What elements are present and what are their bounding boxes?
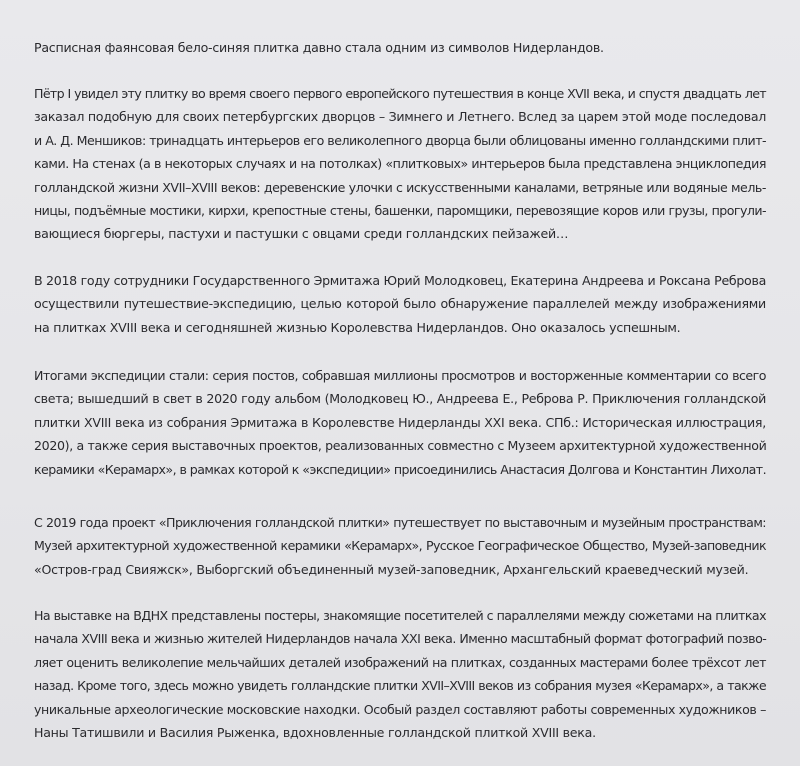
text-line: ницы, подъёмные мостики, кирхи, крепостные стены, башенки, паромщики, перевозящие коров или грузы, прогули- [34,203,766,219]
text-line: плитки XVIII века из собрания Эрмитажа в Королевстве Нидерланды XXI века. СПб.: Историческая иллюстрация, [34,414,766,430]
text-line: назад. Кроме того, здесь можно увидеть голландские плитки XVII–XVIII веков из собрания музея «Керамарх», а также [34,678,766,694]
text-line: Расписная фаянсовая бело-синяя плитка давно стала одним из символов Нидерландов. [34,40,604,55]
text-line: Наны Татишвили и Василия Рыженка, вдохновленные голландской плиткой XVIII века. [34,725,596,741]
text-line: Пётр I увидел эту плитку во время своего первого европейского путешествия в конце XVII века, и спустя двадцать лет [34,86,766,101]
text-line: На выставке на ВДНХ представлены постеры, знакомящие посетителей с параллелями между сюжетами на плитках [34,608,766,623]
text-line: заказал подобную для своих петербургских дворцов – Зимнего и Летнего. Вслед за царем этой моде последовал [34,109,766,125]
paragraph-results [34,364,766,481]
text-line: В 2018 году сотрудники Государственного Эрмитажа Юрий Молодковец, Екатерина Андреева и Роксана Реброва [34,273,766,288]
text-line: С 2019 года проект «Приключения голландской плитки» путешествует по выставочным и музейным пространствам: [34,515,766,530]
text-line: на плитках XVIII века и сегодняшней жизнью Королевства Нидерландов. Оно оказалось успешным. [34,319,681,335]
text-line: осуществили путешествие-экспедицию, целью которой было обнаружение параллелей между изображениями [34,296,766,312]
text-line: голландской жизни XVII–XVIII веков: деревенские улочки с искусственными каналами, ветряные или водяные мель- [34,179,766,195]
text-line: Музей архитектурной художественной керамики «Керамарх», Русское Географическое Общество, Музей-заповедник [34,538,766,554]
paragraph-vdnh [34,604,766,744]
text-line: вающиеся бюргеры, пастухи и пастушки с овцами среди голландских пейзажей… [34,226,569,242]
text-line: 2020), а также серия выставочных проектов, реализованных совместно с Музеем архитектурной художественной [34,438,767,454]
text-line: керамики «Керамарх», в рамках которой к «экспедиции» присоединились Анастасия Долгова и Константин Лихолат. [34,461,767,477]
text-line: и А. Д. Меншиков: тринадцать интерьеров его великолепного дворца были облицованы именно голландскими плит- [34,132,767,148]
text-line: Итогами экспедиции стали: серия постов, собравшая миллионы просмотров и восторженные комментарии со всего [34,368,766,383]
text-line: начала XVIII века и жизнью жителей Нидерландов начала XXI века. Именно масштабный формат фотографий позво- [34,631,767,647]
text-line: света; вышедший в свет в 2020 году альбом (Молодковец Ю., Андреева Е., Реброва Р. Приключения голландской [34,391,766,407]
text-line: «Остров-град Свияжск», Выборгский объединенный музей-заповедник, Архангельский краеведческий музей. [34,561,749,577]
paragraph-intro [34,36,766,59]
paragraph-expedition [34,269,766,339]
text-line: уникальные археологические московские находки. Особый раздел составляют работы современных художников – [34,701,766,717]
text-line: ками. На стенах (а в некоторых случаях и на потолках) «плитковых» интерьеров была представлена энциклопедия [34,156,766,172]
paragraph-peter [34,82,766,246]
paragraph-venues [34,511,766,581]
text-line: ляет оценить великолепие мельчайших деталей изображений на плитках, созданных мастерами более трёхсот лет [34,654,766,670]
